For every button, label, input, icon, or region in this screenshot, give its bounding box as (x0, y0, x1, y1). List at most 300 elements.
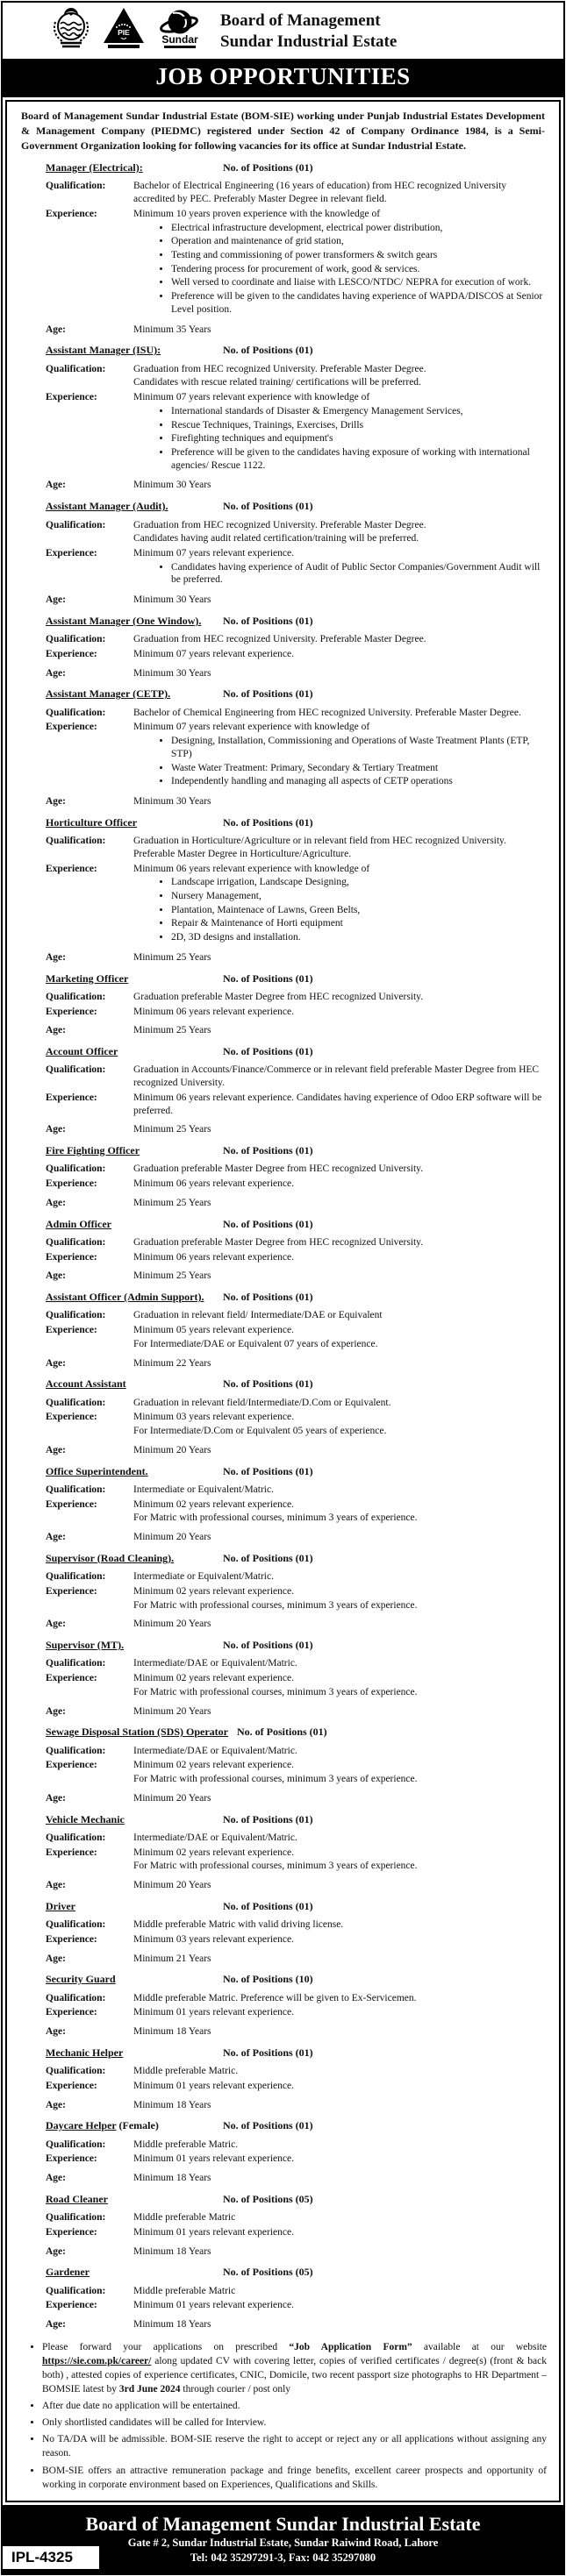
age-value: Minimum 20 Years (133, 1532, 211, 1543)
experience-bullet: • Waste Water Treatment: Primary, Secondary & Tertiary Treatment (171, 762, 543, 775)
age-label: Age: (46, 2173, 66, 2184)
job-header (46, 1813, 543, 1826)
experience-label: Experience: (46, 648, 97, 659)
job-header (46, 1144, 543, 1157)
qualification-row (46, 2211, 543, 2225)
qualification-row (46, 1397, 543, 1411)
job-title: Office Superintendent. (46, 1464, 148, 1477)
qualification-line: Middle preferable Matric. (133, 2066, 239, 2077)
qualification-value (133, 1918, 543, 1932)
experience-value (133, 1498, 543, 1526)
age-value: Minimum 30 Years (133, 594, 211, 606)
age-label: Age: (46, 1444, 66, 1455)
job-section (46, 972, 543, 1038)
qualification-line: Middle preferable Matric (133, 2212, 236, 2224)
experience-line: For Matric with professional courses, minimum 3 years of experience. (133, 1774, 418, 1785)
qualification-label: Qualification: (46, 2066, 106, 2077)
qualification-row (46, 1163, 543, 1177)
job-header (46, 615, 543, 628)
job-header (46, 1900, 543, 1913)
experience-row (46, 1933, 543, 1947)
experience-row (46, 1847, 543, 1874)
qualification-label: Qualification: (46, 1832, 106, 1843)
experience-row (46, 1672, 543, 1699)
punjab-government-logo-icon (48, 6, 94, 56)
job-title: Account Assistant (46, 1377, 126, 1391)
qualification-row (46, 633, 543, 647)
qualification-line: Intermediate or Equivalent/Matric. (133, 1571, 274, 1583)
experience-label: Experience: (46, 1178, 97, 1190)
age-label: Age: (46, 1124, 66, 1135)
job-section (46, 1144, 543, 1210)
experience-label: Experience: (46, 1006, 97, 1017)
qualification-row (46, 363, 543, 390)
experience-bullet: • Candidates having experience of Audit of Public Sector Companies/Government Audit will be preferred. (171, 561, 543, 587)
experience-line: Minimum 02 years relevant experience. (133, 1498, 294, 1510)
job-title: Account Officer (46, 1045, 118, 1058)
qualification-line: Graduation in relevant field/ Intermediate/DAE or Equivalent (133, 1310, 383, 1321)
experience-line: Minimum 02 years relevant experience. (133, 1673, 294, 1684)
job-section (46, 1973, 543, 2039)
job-positions: No. of Positions (05) (223, 2266, 313, 2279)
experience-label: Experience: (46, 547, 97, 559)
reference-code: IPL-4325 (3, 2546, 99, 2569)
experience-line: Minimum 07 years relevant experience. (133, 547, 294, 559)
job-header (46, 1639, 543, 1652)
note-text: available at our website (412, 2341, 547, 2352)
job-header (46, 1973, 543, 1986)
age-row (46, 1024, 543, 1037)
experience-line: For Matric with professional courses, minimum 3 years of experience. (133, 1599, 418, 1611)
experience-line: For Matric with professional courses, minimum 3 years of experience. (133, 1686, 418, 1697)
note-item (42, 2432, 547, 2460)
job-positions: No. of Positions (01) (223, 1144, 313, 1157)
age-row (46, 1879, 543, 1892)
experience-label: Experience: (46, 1673, 97, 1684)
age-row (46, 795, 543, 808)
qualification-label: Qualification: (46, 1571, 106, 1583)
experience-value (133, 1092, 543, 1118)
qualification-value (133, 2138, 543, 2153)
qualification-line: Candidates with rescue related training/ certifications will be preferred. (133, 377, 421, 388)
qualification-row (46, 180, 543, 206)
experience-value (133, 1251, 543, 1265)
experience-line: Minimum 07 years relevant experience with knowledge of (133, 722, 370, 733)
experience-row (46, 391, 543, 473)
job-title: Gardener (46, 2266, 90, 2279)
note-text: After due date no application will be entertained. (42, 2401, 240, 2412)
experience-line: Minimum 06 years relevant experience. (133, 1178, 294, 1190)
experience-bullet: • Electrical infrastructure development, electrical power distribution, (171, 222, 543, 235)
job-header (46, 1291, 543, 1304)
qualification-value (133, 1064, 543, 1090)
age-value: Minimum 18 Years (133, 2099, 211, 2110)
job-section (46, 344, 543, 492)
age-value: Minimum 20 Years (133, 1880, 211, 1891)
age-value: Minimum 18 Years (133, 2319, 211, 2330)
job-header (46, 2266, 543, 2279)
qualification-value (133, 1745, 543, 1759)
experience-bullet: • Nursery Management, (171, 890, 543, 903)
qualification-label: Qualification: (46, 1745, 106, 1756)
experience-bullet: • International standards of Disaster & Emergency Management Services, (171, 405, 543, 418)
job-section (46, 1045, 543, 1136)
experience-value (133, 1847, 543, 1874)
experience-row (46, 208, 543, 318)
experience-value (133, 1006, 543, 1020)
qualification-value (133, 1397, 543, 1411)
age-label: Age: (46, 1792, 66, 1804)
experience-line: Minimum 03 years relevant experience. (133, 1412, 294, 1423)
experience-line: Minimum 01 years relevant experience. (133, 2226, 294, 2238)
experience-value (133, 547, 543, 588)
experience-bullet-list (158, 222, 543, 317)
experience-row (46, 547, 543, 588)
experience-line: Minimum 07 years relevant experience with knowledge of (133, 392, 370, 403)
age-label: Age: (46, 2245, 66, 2257)
job-section (46, 687, 543, 808)
age-label: Age: (46, 594, 66, 606)
qualification-label: Qualification: (46, 2212, 106, 2224)
qualification-value (133, 1657, 543, 1671)
job-header (46, 1465, 543, 1478)
job-title: Assistant Manager (One Window). (46, 614, 202, 627)
experience-bullet: • Operation and maintenance of grid station, (171, 235, 543, 248)
age-value: Minimum 20 Years (133, 1792, 211, 1804)
qualification-label: Qualification: (46, 1310, 106, 1321)
qualification-label: Qualification: (46, 1484, 106, 1495)
qualification-label: Qualification: (46, 363, 106, 374)
job-title: Fire Fighting Officer (46, 1144, 140, 1157)
qualification-label: Qualification: (46, 1163, 106, 1175)
qualification-label: Qualification: (46, 1064, 106, 1076)
job-positions: No. of Positions (01) (223, 1551, 313, 1564)
qualification-row (46, 1484, 543, 1498)
qualification-label: Qualification: (46, 707, 106, 718)
note-text: along updated CV with covering letter, copies of verified certificates / degree(s) (front & back both) , attested copies of experience certificates, CNIC, Domicile, two recent passport size photographs to HR Department – BOMSIE latest by (42, 2355, 547, 2395)
job-positions: No. of Positions (01) (223, 614, 313, 627)
experience-value (133, 721, 543, 790)
experience-bullet-list (158, 405, 543, 473)
age-label: Age: (46, 2099, 66, 2110)
experience-row (46, 1092, 543, 1118)
qualification-line: Candidates having audit related certification/training will be preferred. (133, 533, 419, 544)
job-positions: No. of Positions (01) (223, 1045, 313, 1058)
note-text: “Job Application Form” (289, 2341, 412, 2352)
age-value: Minimum 35 Years (133, 324, 211, 335)
qualification-line: Bachelor of Chemical Engineering from HEC recognized University. Preferable Master Degree. (133, 707, 521, 718)
job-header (46, 161, 543, 174)
pie-logo-icon (102, 6, 146, 56)
experience-value (133, 648, 543, 662)
age-row (46, 1357, 543, 1370)
footer-address: Gate # 2, Sundar Industrial Estate, Sundar Raiwind Road, Lahore (127, 2537, 439, 2550)
qualification-row (46, 1236, 543, 1250)
qualification-value (133, 519, 543, 546)
experience-row (46, 1585, 543, 1612)
job-positions: No. of Positions (01) (223, 1291, 313, 1304)
age-value: Minimum 30 Years (133, 480, 211, 491)
age-label: Age: (46, 1532, 66, 1543)
job-positions: No. of Positions (10) (223, 1973, 313, 1986)
age-label: Age: (46, 324, 66, 335)
job-section (46, 1726, 543, 1804)
qualification-line: Graduation preferable Master Degree from HEC recognized University. (133, 1163, 424, 1175)
logo-group (48, 6, 204, 56)
job-positions: No. of Positions (01) (223, 161, 313, 174)
age-label: Age: (46, 2026, 66, 2038)
job-section (46, 2119, 543, 2185)
age-value: Minimum 25 Years (133, 1270, 211, 1282)
experience-value (133, 2226, 543, 2240)
job-section (46, 1813, 543, 1892)
experience-label: Experience: (46, 1585, 97, 1597)
age-row (46, 951, 543, 964)
experience-value (133, 208, 543, 318)
job-section (46, 1291, 543, 1370)
age-value: Minimum 22 Years (133, 1357, 211, 1369)
job-section (46, 1900, 543, 1966)
qualification-value (133, 1163, 543, 1177)
experience-label: Experience: (46, 2153, 97, 2165)
qualification-row (46, 991, 543, 1005)
job-positions: No. of Positions (05) (223, 2192, 313, 2205)
qualification-line: Middle preferable Matric. (133, 2138, 239, 2150)
qualification-value (133, 1236, 543, 1250)
age-label: Age: (46, 1705, 66, 1717)
note-text: 3rd June 2024 (118, 2384, 181, 2395)
age-row (46, 2172, 543, 2185)
age-value: Minimum 20 Years (133, 1619, 211, 1630)
job-positions: No. of Positions (01) (223, 1639, 313, 1652)
header (3, 3, 563, 59)
age-row (46, 1531, 543, 1544)
note-item (42, 2464, 547, 2492)
experience-line: For Intermediate/D.Com or Equivalent 05 years of experience. (133, 1426, 387, 1437)
experience-value (133, 1411, 543, 1438)
experience-row (46, 648, 543, 662)
age-value: Minimum 21 Years (133, 1953, 211, 1964)
job-header (46, 344, 543, 357)
age-value: Minimum 18 Years (133, 2026, 211, 2038)
job-positions: No. of Positions (01) (223, 500, 313, 513)
note-item (42, 2416, 547, 2430)
job-header (46, 2119, 543, 2132)
qualification-line: Intermediate/DAE or Equivalent/Matric. (133, 1658, 297, 1669)
experience-label: Experience: (46, 1325, 97, 1336)
job-header (46, 1726, 543, 1739)
age-label: Age: (46, 480, 66, 491)
age-row (46, 2099, 543, 2112)
job-title: Assistant Manager (CETP). (46, 687, 171, 701)
age-value: Minimum 20 Years (133, 1705, 211, 1717)
job-header (46, 687, 543, 701)
qualification-line: Middle preferable Matric. Preference will be given to Ex-Servicemen. (133, 1992, 417, 2003)
experience-label: Experience: (46, 1847, 97, 1858)
qualification-line: Middle preferable Matric with valid driving license. (133, 1919, 344, 1931)
experience-bullet: • Firefighting techniques and equipment's (171, 432, 543, 445)
age-label: Age: (46, 1197, 66, 1208)
experience-row (46, 2080, 543, 2094)
job-title: Mechanic Helper (46, 2046, 124, 2059)
job-header (46, 1552, 543, 1565)
qualification-line: Intermediate/DAE or Equivalent/Matric. (133, 1832, 297, 1843)
job-positions: No. of Positions (01) (223, 971, 313, 985)
experience-label: Experience: (46, 1498, 97, 1510)
experience-label: Experience: (46, 2007, 97, 2018)
qualification-row (46, 1918, 543, 1932)
job-positions: No. of Positions (01) (223, 815, 313, 829)
svg-text:Sundar: Sundar (161, 33, 198, 46)
experience-label: Experience: (46, 1251, 97, 1263)
experience-row (46, 1006, 543, 1020)
experience-value (133, 1759, 543, 1786)
age-label: Age: (46, 2319, 66, 2330)
age-value: Minimum 18 Years (133, 2173, 211, 2184)
note-text: No TA/DA will be admissible. BOM-SIE reserve the right to accept or reject any or all applications without assigning any reason. (42, 2434, 547, 2459)
experience-row (46, 2006, 543, 2020)
qualification-value (133, 991, 543, 1005)
job-section (46, 1552, 543, 1631)
job-title: Horticulture Officer (46, 815, 138, 829)
job-header (46, 816, 543, 829)
experience-line: Minimum 01 years relevant experience. (133, 2153, 294, 2165)
age-label: Age: (46, 1270, 66, 1282)
experience-label: Experience: (46, 208, 97, 219)
experience-row (46, 2153, 543, 2167)
experience-line: Minimum 02 years relevant experience. (133, 1760, 294, 1771)
age-label: Age: (46, 667, 66, 679)
org-title (220, 11, 397, 51)
qualification-row (46, 1309, 543, 1323)
experience-value (133, 391, 543, 473)
experience-bullet: • Repair & Maintenance of Horti equipment (171, 917, 543, 930)
job-title: Assistant Manager (ISU): (46, 344, 161, 357)
qualification-label: Qualification: (46, 1236, 106, 1248)
experience-bullet: • Preference will be given to the candidates having experience of WAPDA/DISCOS at Senior Level position. (171, 290, 543, 316)
age-label: Age: (46, 1880, 66, 1891)
qualification-row (46, 2285, 543, 2299)
experience-label: Experience: (46, 2226, 97, 2238)
experience-row (46, 2226, 543, 2240)
experience-row (46, 1178, 543, 1192)
job-header (46, 1045, 543, 1058)
qualification-line: Graduation in Horticulture/Agriculture or in relevant field from HEC recognized University. Preferable Master Degree in Horticulture/Agriculture. (133, 836, 506, 859)
experience-bullet-list (158, 735, 543, 788)
job-section (46, 500, 543, 607)
job-title: Vehicle Mechanic (46, 1812, 125, 1825)
job-title: Marketing Officer (46, 971, 129, 985)
age-label: Age: (46, 1357, 66, 1369)
qualification-line: Graduation in Accounts/Finance/Commerce or in relevant field preferable Master Degree from HEC recognized University. (133, 1064, 540, 1089)
job-section (46, 1465, 543, 1544)
jobs-list (19, 161, 547, 2331)
experience-label: Experience: (46, 2300, 97, 2311)
experience-line: Minimum 06 years relevant experience. (133, 1251, 294, 1263)
job-section (46, 161, 543, 336)
age-row (46, 479, 543, 492)
qualification-label: Qualification: (46, 519, 106, 530)
experience-label: Experience: (46, 722, 97, 733)
job-positions: No. of Positions (01) (237, 1726, 327, 1739)
age-label: Age: (46, 951, 66, 963)
footer (3, 2505, 563, 2573)
experience-value (133, 1178, 543, 1192)
experience-line: Minimum 07 years relevant experience. (133, 648, 294, 659)
job-header (46, 500, 543, 513)
footer-phone: Tel: 042 35297291-3, Fax: 042 35297080 (190, 2551, 376, 2565)
qualification-row (46, 707, 543, 721)
qualification-label: Qualification: (46, 2138, 106, 2150)
experience-label: Experience: (46, 2080, 97, 2091)
job-title: Manager (Electrical): (46, 161, 143, 174)
age-label: Age: (46, 796, 66, 808)
age-label: Age: (46, 1025, 66, 1036)
qualification-value (133, 180, 543, 206)
age-row (46, 1444, 543, 1457)
job-header (46, 972, 543, 986)
qualification-value (133, 1484, 543, 1498)
qualification-line: Graduation from HEC recognized University. Preferable Master Degree. (133, 363, 426, 374)
age-value: Minimum 25 Years (133, 1197, 211, 1208)
job-title: Assistant Manager (Audit). (46, 500, 168, 513)
qualification-line: Graduation preferable Master Degree from HEC recognized University. (133, 991, 424, 1002)
age-value: Minimum 30 Years (133, 667, 211, 679)
qualification-value (133, 2211, 543, 2225)
age-row (46, 1197, 543, 1210)
qualification-value (133, 835, 543, 861)
age-row (46, 2245, 543, 2259)
qualification-label: Qualification: (46, 2285, 106, 2296)
qualification-line: Intermediate or Equivalent/Matric. (133, 1484, 274, 1495)
experience-bullet: • Well versed to coordinate and liaise with LESCO/NTDC/ NEPRA for execution of work. (171, 276, 543, 289)
note-url: https://sie.com.pk/career/ (42, 2355, 152, 2366)
age-row (46, 594, 543, 607)
age-row (46, 1953, 543, 1966)
job-positions: No. of Positions (01) (223, 687, 313, 701)
experience-row (46, 721, 543, 790)
qualification-label: Qualification: (46, 181, 106, 192)
qualification-row (46, 2138, 543, 2153)
experience-line: For Intermediate/DAE or Equivalent 07 years of experience. (133, 1338, 378, 1349)
age-row (46, 1618, 543, 1631)
experience-line: Minimum 02 years relevant experience. (133, 1847, 294, 1858)
experience-line: Minimum 02 years relevant experience. (133, 1585, 294, 1597)
experience-bullet-list (158, 561, 543, 587)
qualification-row (46, 1745, 543, 1759)
job-section (46, 816, 543, 964)
qualification-line: Intermediate/DAE or Equivalent/Matric. (133, 1745, 297, 1756)
job-header (46, 2193, 543, 2206)
experience-bullet: • Landscape irrigation, Landscape Designing, (171, 876, 543, 889)
experience-label: Experience: (46, 1933, 97, 1945)
age-row (46, 2025, 543, 2039)
experience-bullet-list (158, 876, 543, 944)
job-header (46, 1218, 543, 1231)
qualification-line: Bachelor of Electrical Engineering (16 years of education) from HEC recognized University accredited by PEC. Preferably Master Degree in relevant field. (133, 181, 507, 205)
age-value: Minimum 25 Years (133, 951, 211, 963)
experience-label: Experience: (46, 1760, 97, 1771)
experience-value (133, 2299, 543, 2313)
job-header (46, 2046, 543, 2060)
job-positions: No. of Positions (01) (223, 1217, 313, 1230)
qualification-value (133, 1992, 543, 2006)
experience-bullet: • Tendering process for procurement of work, good & services. (171, 263, 543, 276)
advertisement (1, 1, 565, 2575)
age-value: Minimum 30 Years (133, 796, 211, 808)
experience-line: Minimum 06 years relevant experience. (133, 1006, 294, 1017)
experience-label: Experience: (46, 392, 97, 403)
